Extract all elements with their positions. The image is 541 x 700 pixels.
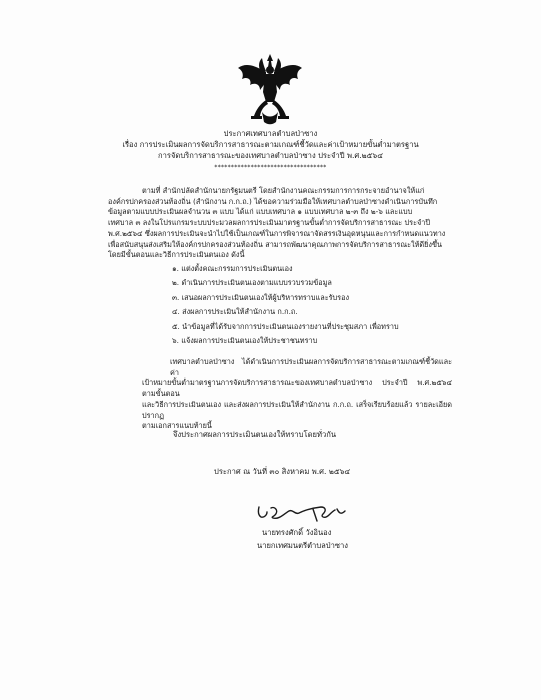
intro-line: โดยมีขั้นตอนและวิธีการประเมินตนเอง ดังนี้	[108, 250, 245, 260]
date-line: ประกาศ ณ วันที่ ๓๐ สิงหาคม พ.ศ. ๒๕๖๔	[214, 467, 351, 476]
signer-title: นายกเทศมนตรีตำบลป่าซาง	[257, 541, 349, 550]
separator-stars: **********************************	[214, 164, 327, 171]
list-item: ๒. ดำเนินการประเมินตนเองตามแบบรวบรวมข้อมูล	[172, 278, 332, 288]
intro-line: เพื่อสนับสนุนส่งเสริมให้องค์กรปกครองส่วนท้องถิ่น สามารถพัฒนาคุณภาพการจัดบริการสาธารณะให้ดียิ่งขึ้น	[108, 239, 442, 249]
result-paragraph	[142, 357, 452, 432]
intro-line: ข้อมูลตามแบบประเมินผลจำนวน ๓ แบบ ได้แก่ แบบเทศบาล ๑ แบบเทศบาล ๒-๓ ถึง ๒-๖ และแบบ	[108, 207, 413, 217]
list-item: ๑. แต่งตั้งคณะกรรมการประเมินตนเอง	[172, 264, 293, 273]
garuda-emblem-icon	[236, 52, 304, 126]
list-item: ๔. ส่งผลการประเมินให้สำนักงาน ก.ก.ถ.	[172, 307, 298, 317]
intro-line: เทศบาล ๓ ลงในโปรแกรมระบบประมวลผลการประเมินมาตรฐานขั้นต่ำการจัดบริการสาธารณะ ประจำปี	[108, 218, 430, 228]
result-line: เทศบาลตำบลป่าซาง ได้ดำเนินการประเมินผลการจัดบริการสาธารณะตามเกณฑ์ชี้วัดและค่า	[170, 357, 452, 377]
list-item: ๕. นำข้อมูลที่ได้รับจากการประเมินตนเองรายงานที่ประชุมสภา เพื่อทราบ	[172, 321, 399, 331]
intro-line: ตามที่ สำนักปลัดสำนักนายกรัฐมนตรี โดยสำนักงานคณะกรรมการการกระจายอำนาจให้แก่	[142, 186, 425, 195]
document-subject: เรื่อง การประเมินผลการจัดบริการสาธารณะตามเกณฑ์ชี้วัดและค่าเป้าหมายขั้นต่ำมาตรฐาน	[122, 140, 419, 149]
result-line: เป้าหมายขั้นต่ำมาตรฐานการจัดบริการสาธารณะของเทศบาลตำบลป่าซาง ประจำปี พ.ศ.๒๕๖๔ ตามขั้นตอน	[142, 378, 452, 399]
announcement-text: จึงประกาศผลการประเมินตนเองให้ทราบโดยทั่วกัน	[173, 430, 337, 439]
intro-paragraph	[108, 186, 448, 261]
result-line: ตามเอกสารแนบท้ายนี้	[142, 421, 212, 431]
steps-list	[172, 264, 399, 350]
signer-name: นายทรงศักดิ์ วังอินอง	[262, 528, 332, 537]
document-subject-line2: การจัดบริการสาธารณะของเทศบาลตำบลป่าซาง ประจำปี พ.ศ.๒๕๖๔	[158, 151, 383, 160]
intro-line: องค์กรปกครองส่วนท้องถิ่น (สำนักงาน ก.ก.ถ.) ได้ขอความร่วมมือให้เทศบาลตำบลป่าซางดำเนินการบันทึก	[108, 196, 438, 206]
result-line: และวิธีการประเมินตนเอง และส่งผลการประเมินให้สำนักงาน ก.ก.ถ. เสร็จเรียบร้อยแล้ว รายละเอียดปรากฏ	[142, 399, 452, 420]
handwritten-signature	[255, 501, 350, 523]
list-item: ๖. แจ้งผลการประเมินตนเองให้ประชาชนทราบ	[172, 335, 318, 345]
list-item: ๓. เสนอผลการประเมินตนเองให้ผู้บริหารทราบและรับรอง	[172, 292, 350, 302]
intro-line: พ.ศ.๒๕๖๔ ซึ่งผลการประเมินจะนำไปใช้เป็นเกณฑ์ในการพิจารณาจัดสรรเงินอุดหนุนและการกำหนดแนวทาง	[108, 228, 446, 238]
document-title: ประกาศเทศบาลตำบลป่าซาง	[223, 129, 318, 138]
